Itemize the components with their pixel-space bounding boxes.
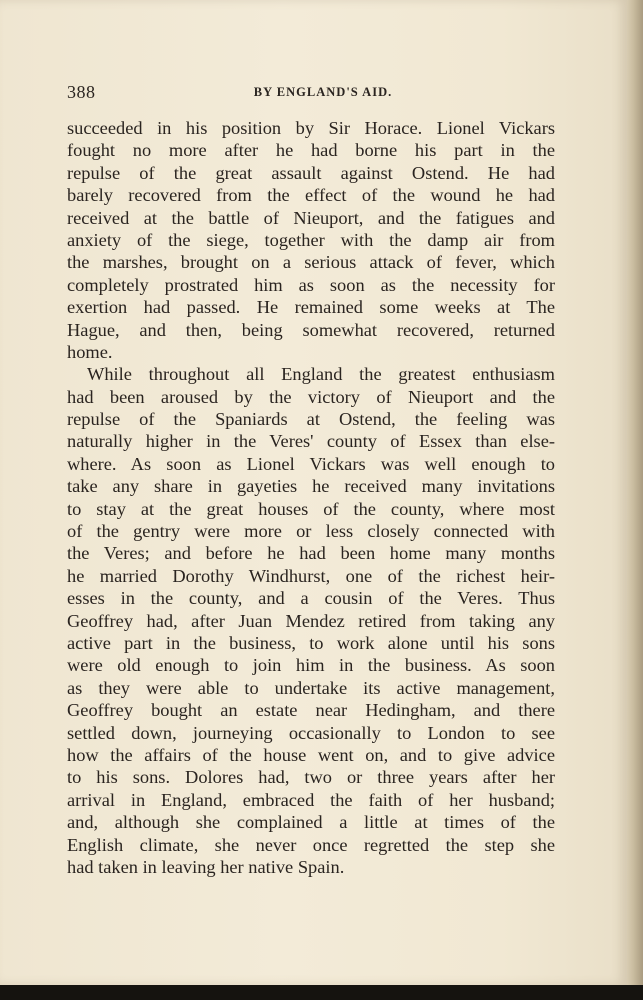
text-line: of the gentry were more or less closely connected with <box>67 521 555 542</box>
page-edge <box>627 0 643 985</box>
running-title: BY ENGLAND'S AID. <box>253 85 393 99</box>
paragraph-start-line: While throughout all England the greatest enthusiasm <box>87 364 555 385</box>
text-line: Geoffrey had, after Juan Mendez retired from taking any <box>67 610 555 631</box>
text-line: received at the battle of Nieuport, and the fatigues and <box>67 207 555 228</box>
text-line: barely recovered from the effect of the wound he had <box>67 185 555 206</box>
text-line: fought no more after he had borne his part in the <box>67 140 555 161</box>
text-line: exertion had passed. He remained some weeks at The <box>67 297 555 318</box>
text-line: how the affairs of the house went on, and to give advice <box>67 744 555 765</box>
text-line: naturally higher in the Veres' county of Essex than else- <box>67 431 555 452</box>
text-line: repulse of the Spaniards at Ostend, the feeling was <box>67 409 555 430</box>
text-line: succeeded in his position by Sir Horace. Lionel Vickars <box>67 118 555 138</box>
text-line: repulse of the great assault against Ostend. He had <box>67 162 555 183</box>
text-line: Hague, and then, being somewhat recovered, returned <box>67 319 555 340</box>
text-line: had taken in leaving her native Spain. <box>67 856 345 877</box>
text-line: home. <box>67 341 113 362</box>
text-line: Geoffrey bought an estate near Hedingham, and there <box>67 700 555 721</box>
page-number: 388 <box>67 82 96 102</box>
text-line: esses in the county, and a cousin of the Veres. Thus <box>67 588 555 609</box>
text-line: to stay at the great houses of the county, where most <box>67 498 555 519</box>
text-line: take any share in gayeties he received many invitations <box>67 476 555 497</box>
text-line: as they were able to undertake its active management, <box>67 677 555 698</box>
text-line: the Veres; and before he had been home many months <box>67 543 555 564</box>
body-text <box>67 117 555 878</box>
text-line: and, although she complained a little at times of the <box>67 812 555 833</box>
text-line: arrival in England, embraced the faith of her husband; <box>67 789 555 810</box>
text-line: where. As soon as Lionel Vickars was well enough to <box>67 453 555 474</box>
text-line: English climate, she never once regretted the step she <box>67 834 555 855</box>
running-head <box>67 82 555 106</box>
text-line: anxiety of the siege, together with the damp air from <box>67 229 555 250</box>
scan-border <box>0 985 643 1000</box>
text-line: settled down, journeying occasionally to London to see <box>67 722 555 743</box>
text-line: he married Dorothy Windhurst, one of the richest heir- <box>67 565 555 586</box>
text-line: to his sons. Dolores had, two or three years after her <box>67 767 555 788</box>
text-line: active part in the business, to work alone until his sons <box>67 632 555 653</box>
text-line: were old enough to join him in the business. As soon <box>67 655 555 676</box>
text-line: had been aroused by the victory of Nieuport and the <box>67 386 555 407</box>
text-line: completely prostrated him as soon as the necessity for <box>67 274 555 295</box>
text-line: the marshes, brought on a serious attack of fever, which <box>67 252 555 273</box>
